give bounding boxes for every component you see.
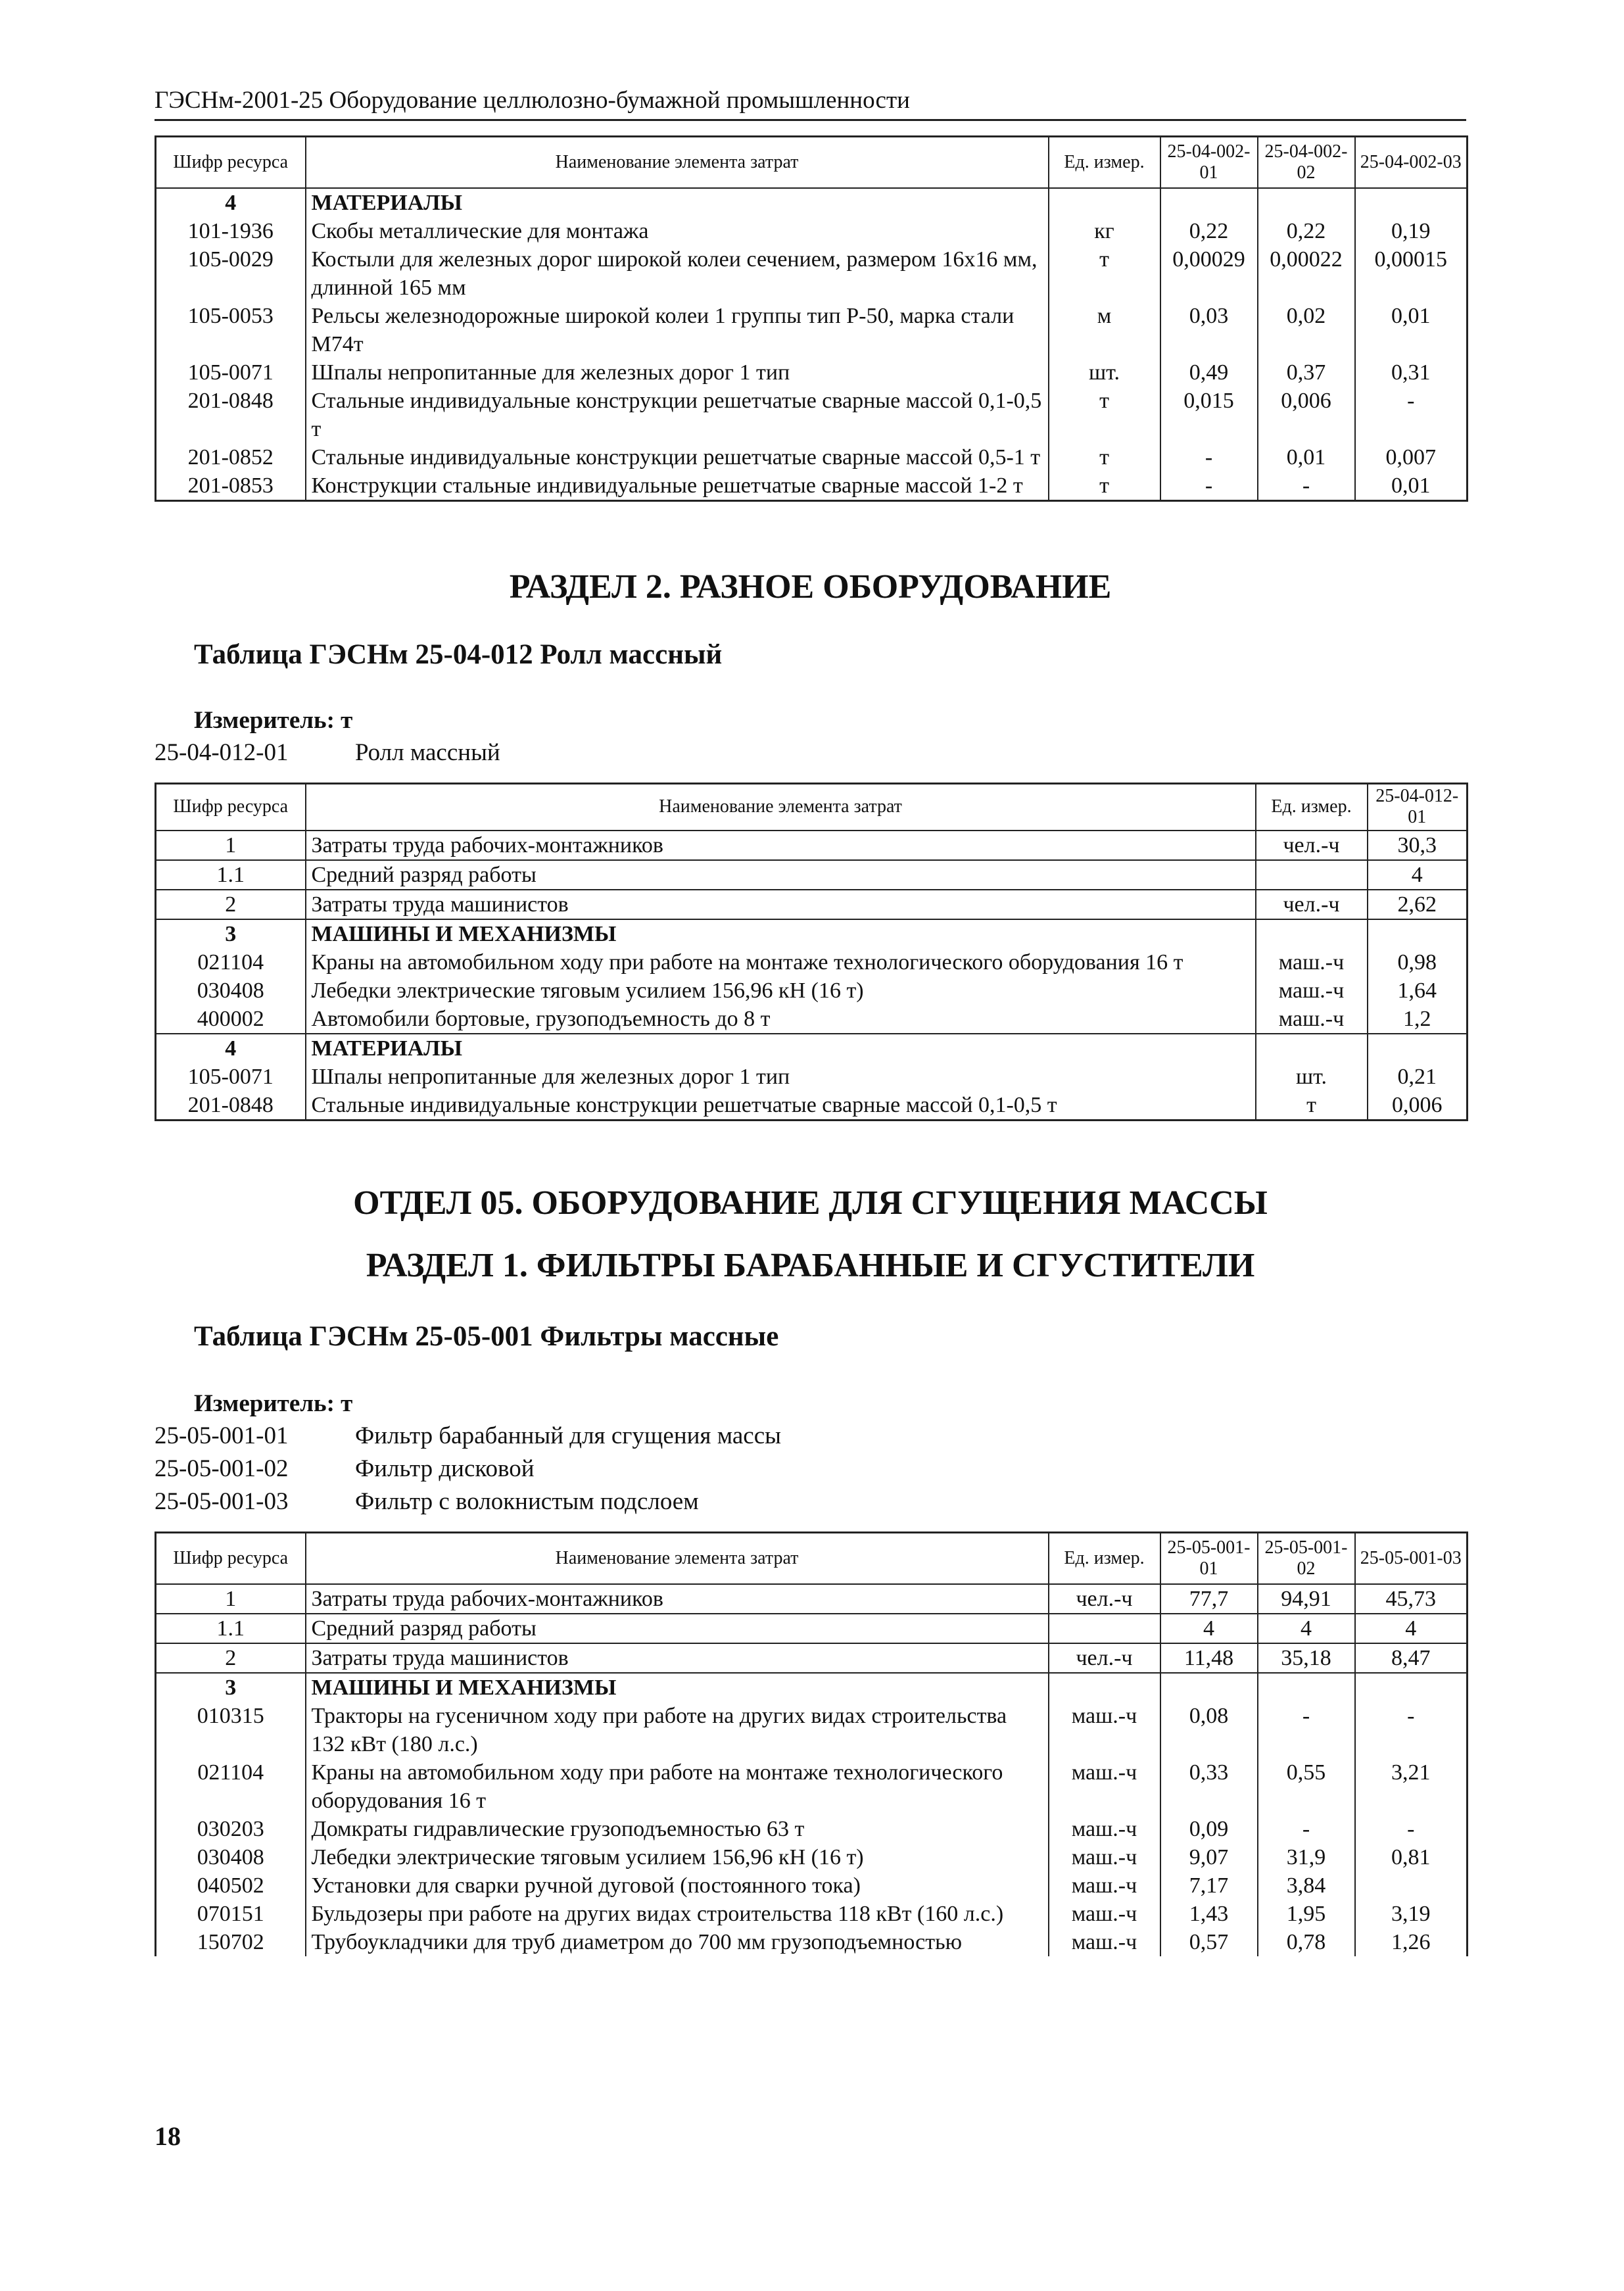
resource-name: Бульдозеры при работе на других видах строительства 118 кВт (160 л.с.) bbox=[306, 1900, 1049, 1928]
norm-value: 0,01 bbox=[1355, 471, 1468, 501]
norm-value: 9,07 bbox=[1160, 1843, 1258, 1871]
table-row bbox=[156, 1614, 1468, 1643]
table-row bbox=[156, 443, 1468, 471]
resource-name: Затраты труда рабочих-монтажников bbox=[306, 1584, 1049, 1614]
resource-name: Лебедки электрические тяговым усилием 156,96 кН (16 т) bbox=[306, 1843, 1049, 1871]
resource-code: 3 bbox=[156, 1673, 306, 1702]
section-title: РАЗДЕЛ 2. РАЗНОЕ ОБОРУДОВАНИЕ bbox=[509, 567, 1112, 606]
norm-value: 0,81 bbox=[1355, 1843, 1468, 1871]
resource-name: Трубоукладчики для труб диаметром до 700 мм грузоподъемностью bbox=[306, 1928, 1049, 1956]
resource-code: 4 bbox=[156, 188, 306, 217]
header-norm: 25-04-002-03 bbox=[1355, 137, 1468, 188]
header-name: Наименование элемента затрат bbox=[306, 783, 1256, 831]
header-unit: Ед. измер. bbox=[1256, 783, 1368, 831]
resource-code: 030408 bbox=[156, 1843, 306, 1871]
resource-name: Рельсы железнодорожные широкой колеи 1 группы тип Р-50, марка стали М74т bbox=[306, 302, 1049, 358]
norm-value: 1,2 bbox=[1368, 1005, 1468, 1034]
table-row bbox=[156, 1063, 1468, 1091]
resource-code: 400002 bbox=[156, 1005, 306, 1034]
norm-value: 0,78 bbox=[1258, 1928, 1355, 1956]
unit: т bbox=[1256, 1091, 1368, 1121]
table-row bbox=[156, 1091, 1468, 1121]
resource-code: 070151 bbox=[156, 1900, 306, 1928]
unit: т bbox=[1049, 443, 1160, 471]
table-row bbox=[156, 245, 1468, 302]
table-row bbox=[156, 1871, 1468, 1900]
meter-label: Измеритель: bbox=[194, 706, 335, 734]
norm-value: 0,33 bbox=[1160, 1758, 1258, 1815]
resource-name: Шпалы непропитанные для железных дорог 1 тип bbox=[306, 358, 1049, 387]
resource-name: Краны на автомобильном ходу при работе на монтаже технологического оборудования 16 т bbox=[306, 948, 1256, 977]
table-row bbox=[156, 302, 1468, 358]
unit: т bbox=[1049, 245, 1160, 302]
norm-value: - bbox=[1258, 1815, 1355, 1843]
norm-value: 1,95 bbox=[1258, 1900, 1355, 1928]
unit: маш.-ч bbox=[1256, 948, 1368, 977]
header-name: Наименование элемента затрат bbox=[306, 137, 1049, 188]
variant-name: Фильтр барабанный для сгущения массы bbox=[355, 1422, 781, 1449]
unit: маш.-ч bbox=[1049, 1928, 1160, 1956]
variant-code: 25-05-001-02 bbox=[155, 1455, 289, 1482]
norm-value: 4 bbox=[1258, 1614, 1355, 1643]
header-norm: 25-04-012-01 bbox=[1368, 783, 1468, 831]
resource-name: Средний разряд работы bbox=[306, 1614, 1049, 1643]
resource-code: 2 bbox=[156, 1643, 306, 1673]
norm-value: 0,00022 bbox=[1258, 245, 1355, 302]
norm-value: 0,08 bbox=[1160, 1702, 1258, 1758]
table-row bbox=[156, 1005, 1468, 1034]
resource-code: 105-0029 bbox=[156, 245, 306, 302]
meter-line bbox=[155, 705, 1466, 736]
resource-name: Краны на автомобильном ходу при работе на монтаже технологического оборудования 16 т bbox=[306, 1758, 1049, 1815]
meter-line bbox=[155, 1388, 1466, 1420]
norm-value: 1,43 bbox=[1160, 1900, 1258, 1928]
norm-value: - bbox=[1160, 443, 1258, 471]
resource-name: Конструкции стальные индивидуальные решетчатые сварные массой 1-2 т bbox=[306, 471, 1049, 501]
unit: маш.-ч bbox=[1049, 1815, 1160, 1843]
unit: шт. bbox=[1256, 1063, 1368, 1091]
resource-code: 105-0071 bbox=[156, 1063, 306, 1091]
norm-value: 3,84 bbox=[1258, 1871, 1355, 1900]
unit: т bbox=[1049, 471, 1160, 501]
resource-code: 201-0848 bbox=[156, 1091, 306, 1121]
norm-value: 77,7 bbox=[1160, 1584, 1258, 1614]
norm-value: 0,31 bbox=[1355, 358, 1468, 387]
table-row bbox=[156, 1702, 1468, 1758]
resource-code: 030408 bbox=[156, 977, 306, 1005]
resource-name: Затраты труда машинистов bbox=[306, 890, 1256, 919]
variant-row bbox=[155, 1485, 1466, 1518]
resource-name: МАШИНЫ И МЕХАНИЗМЫ bbox=[306, 919, 1256, 948]
unit: т bbox=[1049, 387, 1160, 443]
unit: маш.-ч bbox=[1256, 1005, 1368, 1034]
header-unit: Ед. измер. bbox=[1049, 1533, 1160, 1584]
table-title: Таблица ГЭСНм 25-04-012 Ролл массный bbox=[194, 639, 723, 670]
norm-value: 0,03 bbox=[1160, 302, 1258, 358]
resource-code: 030203 bbox=[156, 1815, 306, 1843]
resource-name: Скобы металлические для монтажа bbox=[306, 217, 1049, 245]
variant-name: Фильтр с волокнистым подслоем bbox=[355, 1488, 699, 1515]
table-row bbox=[156, 217, 1468, 245]
running-head: ГЭСНм-2001-25 Оборудование целлюлозно-бумажной промышленности bbox=[155, 82, 1466, 121]
resource-name: Домкраты гидравлические грузоподъемностью 63 т bbox=[306, 1815, 1049, 1843]
header-code: Шифр ресурса bbox=[156, 137, 306, 188]
norm-value: 94,91 bbox=[1258, 1584, 1355, 1614]
resource-code: 1 bbox=[156, 1584, 306, 1614]
resource-code: 201-0853 bbox=[156, 471, 306, 501]
table-row bbox=[156, 948, 1468, 977]
table-row bbox=[156, 1928, 1468, 1956]
table-row bbox=[156, 358, 1468, 387]
norm-value: 8,47 bbox=[1355, 1643, 1468, 1673]
table-row bbox=[156, 1758, 1468, 1815]
norm-value: 0,57 bbox=[1160, 1928, 1258, 1956]
resource-code: 101-1936 bbox=[156, 217, 306, 245]
group-heading-row bbox=[156, 1034, 1468, 1063]
meter-label: Измеритель: bbox=[194, 1390, 335, 1417]
norm-value: 0,007 bbox=[1355, 443, 1468, 471]
unit bbox=[1049, 1614, 1160, 1643]
variant-name: Ролл массный bbox=[355, 738, 500, 766]
resource-code: 201-0848 bbox=[156, 387, 306, 443]
norm-value: 0,98 bbox=[1368, 948, 1468, 977]
header-norm: 25-05-001-02 bbox=[1258, 1533, 1355, 1584]
header-unit: Ед. измер. bbox=[1049, 137, 1160, 188]
unit: чел.-ч bbox=[1049, 1643, 1160, 1673]
resource-table-25-04-012 bbox=[155, 783, 1468, 1122]
meter-unit: т bbox=[341, 706, 353, 734]
resource-code: 4 bbox=[156, 1034, 306, 1063]
resource-name: МАТЕРИАЛЫ bbox=[306, 1034, 1256, 1063]
norm-value: - bbox=[1258, 471, 1355, 501]
unit: маш.-ч bbox=[1049, 1758, 1160, 1815]
norm-value: 3,19 bbox=[1355, 1900, 1468, 1928]
table-row bbox=[156, 1815, 1468, 1843]
group-heading-row bbox=[156, 919, 1468, 948]
group-heading-row bbox=[156, 1673, 1468, 1702]
resource-code: 201-0852 bbox=[156, 443, 306, 471]
norm-value bbox=[1355, 1871, 1468, 1900]
norm-value: 7,17 bbox=[1160, 1871, 1258, 1900]
table-row bbox=[156, 471, 1468, 501]
norm-value: 0,01 bbox=[1258, 443, 1355, 471]
resource-table-25-05-001 bbox=[155, 1531, 1468, 1956]
variant-code: 25-04-012-01 bbox=[155, 738, 289, 766]
variant-row bbox=[155, 1420, 1466, 1453]
resource-name: МАШИНЫ И МЕХАНИЗМЫ bbox=[306, 1673, 1049, 1702]
header-name: Наименование элемента затрат bbox=[306, 1533, 1049, 1584]
resource-name: Стальные индивидуальные конструкции решетчатые сварные массой 0,1-0,5 т bbox=[306, 387, 1049, 443]
resource-name: Стальные индивидуальные конструкции решетчатые сварные массой 0,1-0,5 т bbox=[306, 1091, 1256, 1121]
norm-value: 11,48 bbox=[1160, 1643, 1258, 1673]
meter-unit: т bbox=[341, 1390, 353, 1417]
norm-value: 0,55 bbox=[1258, 1758, 1355, 1815]
unit: маш.-ч bbox=[1256, 977, 1368, 1005]
header-code: Шифр ресурса bbox=[156, 783, 306, 831]
norm-value: 2,62 bbox=[1368, 890, 1468, 919]
resource-name: Установки для сварки ручной дуговой (постоянного тока) bbox=[306, 1871, 1049, 1900]
unit: чел.-ч bbox=[1256, 831, 1368, 860]
table-row bbox=[156, 860, 1468, 890]
norm-value: 0,09 bbox=[1160, 1815, 1258, 1843]
unit: м bbox=[1049, 302, 1160, 358]
table-title: Таблица ГЭСНм 25-05-001 Фильтры массные bbox=[194, 1321, 779, 1352]
table-row bbox=[156, 387, 1468, 443]
resource-code: 040502 bbox=[156, 1871, 306, 1900]
resource-code: 021104 bbox=[156, 948, 306, 977]
norm-value: - bbox=[1355, 387, 1468, 443]
norm-value: 30,3 bbox=[1368, 831, 1468, 860]
unit bbox=[1256, 860, 1368, 890]
header-norm: 25-04-002-01 bbox=[1160, 137, 1258, 188]
variant-code: 25-05-001-01 bbox=[155, 1422, 289, 1449]
department-title: ОТДЕЛ 05. ОБОРУДОВАНИЕ ДЛЯ СГУЩЕНИЯ МАССЫ bbox=[353, 1184, 1268, 1222]
norm-value: 1,26 bbox=[1355, 1928, 1468, 1956]
section-title: РАЗДЕЛ 1. ФИЛЬТРЫ БАРАБАННЫЕ И СГУСТИТЕЛИ bbox=[366, 1247, 1255, 1284]
resource-code: 021104 bbox=[156, 1758, 306, 1815]
resource-code: 150702 bbox=[156, 1928, 306, 1956]
norm-value: 35,18 bbox=[1258, 1643, 1355, 1673]
table-row bbox=[156, 1584, 1468, 1614]
norm-value: 4 bbox=[1368, 860, 1468, 890]
resource-code: 105-0071 bbox=[156, 358, 306, 387]
norm-value: 3,21 bbox=[1355, 1758, 1468, 1815]
resource-code: 1.1 bbox=[156, 860, 306, 890]
document-page bbox=[155, 82, 1466, 1956]
variant-code: 25-05-001-03 bbox=[155, 1488, 289, 1515]
resource-code: 1 bbox=[156, 831, 306, 860]
table-row bbox=[156, 977, 1468, 1005]
unit: маш.-ч bbox=[1049, 1871, 1160, 1900]
norm-value: 31,9 bbox=[1258, 1843, 1355, 1871]
table-row bbox=[156, 831, 1468, 860]
norm-value: 4 bbox=[1160, 1614, 1258, 1643]
norm-value: - bbox=[1355, 1815, 1468, 1843]
resource-name: Шпалы непропитанные для железных дорог 1 тип bbox=[306, 1063, 1256, 1091]
resource-name: Затраты труда рабочих-монтажников bbox=[306, 831, 1256, 860]
norm-value: 0,01 bbox=[1355, 302, 1468, 358]
resource-name: Средний разряд работы bbox=[306, 860, 1256, 890]
resource-code: 3 bbox=[156, 919, 306, 948]
unit: маш.-ч bbox=[1049, 1843, 1160, 1871]
resource-name: МАТЕРИАЛЫ bbox=[306, 188, 1049, 217]
variant-name: Фильтр дисковой bbox=[355, 1455, 535, 1482]
resource-code: 2 bbox=[156, 890, 306, 919]
norm-value: 1,64 bbox=[1368, 977, 1468, 1005]
variant-row bbox=[155, 1453, 1466, 1485]
header-norm: 25-05-001-01 bbox=[1160, 1533, 1258, 1584]
norm-value: 0,00015 bbox=[1355, 245, 1468, 302]
norm-value: 0,02 bbox=[1258, 302, 1355, 358]
norm-value: 0,006 bbox=[1258, 387, 1355, 443]
norm-value: - bbox=[1258, 1702, 1355, 1758]
unit: чел.-ч bbox=[1049, 1584, 1160, 1614]
norm-value: 4 bbox=[1355, 1614, 1468, 1643]
resource-code: 1.1 bbox=[156, 1614, 306, 1643]
group-heading-row bbox=[156, 188, 1468, 217]
variant-row bbox=[155, 736, 1466, 769]
resource-code: 105-0053 bbox=[156, 302, 306, 358]
norm-value: 0,19 bbox=[1355, 217, 1468, 245]
norm-value: - bbox=[1160, 471, 1258, 501]
header-norm: 25-05-001-03 bbox=[1355, 1533, 1468, 1584]
page-number: 18 bbox=[155, 2121, 181, 2151]
resource-name: Костыли для железных дорог широкой колеи сечением, размером 16x16 мм, длинной 165 мм bbox=[306, 245, 1049, 302]
norm-value: 0,00029 bbox=[1160, 245, 1258, 302]
norm-value: 0,37 bbox=[1258, 358, 1355, 387]
norm-value: 0,21 bbox=[1368, 1063, 1468, 1091]
unit: шт. bbox=[1049, 358, 1160, 387]
table-row bbox=[156, 1643, 1468, 1673]
resource-name: Стальные индивидуальные конструкции решетчатые сварные массой 0,5-1 т bbox=[306, 443, 1049, 471]
unit: маш.-ч bbox=[1049, 1702, 1160, 1758]
resource-name: Тракторы на гусеничном ходу при работе на других видах строительства 132 кВт (180 л.с.) bbox=[306, 1702, 1049, 1758]
unit: чел.-ч bbox=[1256, 890, 1368, 919]
unit: маш.-ч bbox=[1049, 1900, 1160, 1928]
norm-value: - bbox=[1355, 1702, 1468, 1758]
resource-name: Автомобили бортовые, грузоподъемность до 8 т bbox=[306, 1005, 1256, 1034]
resource-code: 010315 bbox=[156, 1702, 306, 1758]
header-code: Шифр ресурса bbox=[156, 1533, 306, 1584]
table-row bbox=[156, 890, 1468, 919]
resource-name: Лебедки электрические тяговым усилием 156,96 кН (16 т) bbox=[306, 977, 1256, 1005]
header-norm: 25-04-002-02 bbox=[1258, 137, 1355, 188]
resource-name: Затраты труда машинистов bbox=[306, 1643, 1049, 1673]
norm-value: 0,22 bbox=[1160, 217, 1258, 245]
resource-table-25-04-002 bbox=[155, 135, 1468, 502]
norm-value: 0,015 bbox=[1160, 387, 1258, 443]
norm-value: 0,22 bbox=[1258, 217, 1355, 245]
table-row bbox=[156, 1900, 1468, 1928]
norm-value: 45,73 bbox=[1355, 1584, 1468, 1614]
unit: кг bbox=[1049, 217, 1160, 245]
norm-value: 0,006 bbox=[1368, 1091, 1468, 1121]
norm-value: 0,49 bbox=[1160, 358, 1258, 387]
table-row bbox=[156, 1843, 1468, 1871]
